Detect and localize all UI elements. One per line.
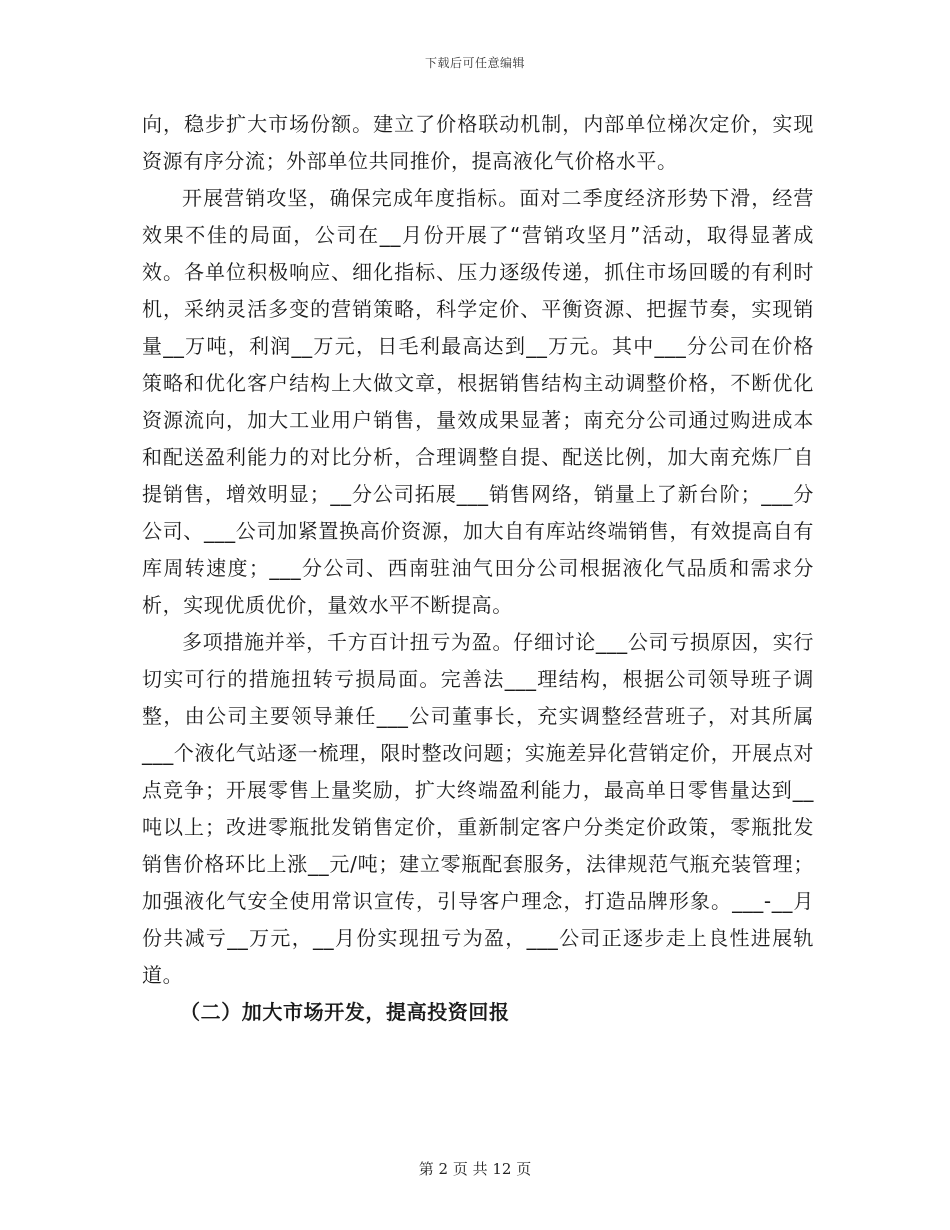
paragraph-measures: 多项措施并举，千方百计扭亏为盈。仔细讨论___公司亏损原因，实行切实可行的措施扭转亏损局面。完善法___理结构，根据公司领导班子调整，由公司主要领导兼任___公司董事长，充实调整经营班子，对其所属___个液化气站逐一梳理，限时整改问题；实施差异化营销定价，开展点对点竞争；开展零售上量奖励，扩大终端盈利能力，最高单日零售量达到__吨以上；改进零瓶批发销售定价，重新制定客户分类定价政策，零瓶批发销售价格环比上涨__元/吨；建立零瓶配套服务，法律规范气瓶充装管理；加强液化气安全使用常识宣传，引导客户理念，打造品牌形象。___-__月份共减亏__万元，__月份实现扭亏为盈，___公司正逐步走上良性进展轨道。 bbox=[142, 630, 814, 987]
page-header: 下载后可任意编辑 bbox=[424, 56, 525, 70]
section-heading: （二）加大市场开发，提高投资回报 bbox=[180, 1000, 510, 1024]
page-number-footer: 第 2 页 共 12 页 bbox=[418, 1160, 532, 1178]
paragraph-continued: 向，稳步扩大市场份额。建立了价格联动机制，内部单位梯次定价，实现资源有序分流；外部单位共同推价，提高液化气价格水平。 bbox=[142, 112, 814, 173]
document-body bbox=[142, 106, 814, 1031]
paragraph-marketing: 开展营销攻坚，确保完成年度指标。面对二季度经济形势下滑，经营效果不佳的局面，公司在__月份开展了“营销攻坚月”活动，取得显著成效。各单位积极响应、细化指标、压力逐级传递，抓住市场回暖的有利时机，采纳灵活多变的营销策略，科学定价、平衡资源、把握节奏，实现销量__万吨，利润__万元，日毛利最高达到__万元。其中___分公司在价格策略和优化客户结构上大做文章，根据销售结构主动调整价格，不断优化资源流向，加大工业用户销售，量效成果显著；南充分公司通过购进成本和配送盈利能力的对比分析，合理调整自提、配送比例，加大南充炼厂自提销售，增效明显；__分公司拓展___销售网络，销量上了新台阶；___分公司、___公司加紧置换高价资源，加大自有库站终端销售，有效提高自有库周转速度；___分公司、西南驻油气田分公司根据液化气品质和需求分析，实现优质优价，量效水平不断提高。 bbox=[142, 186, 814, 617]
